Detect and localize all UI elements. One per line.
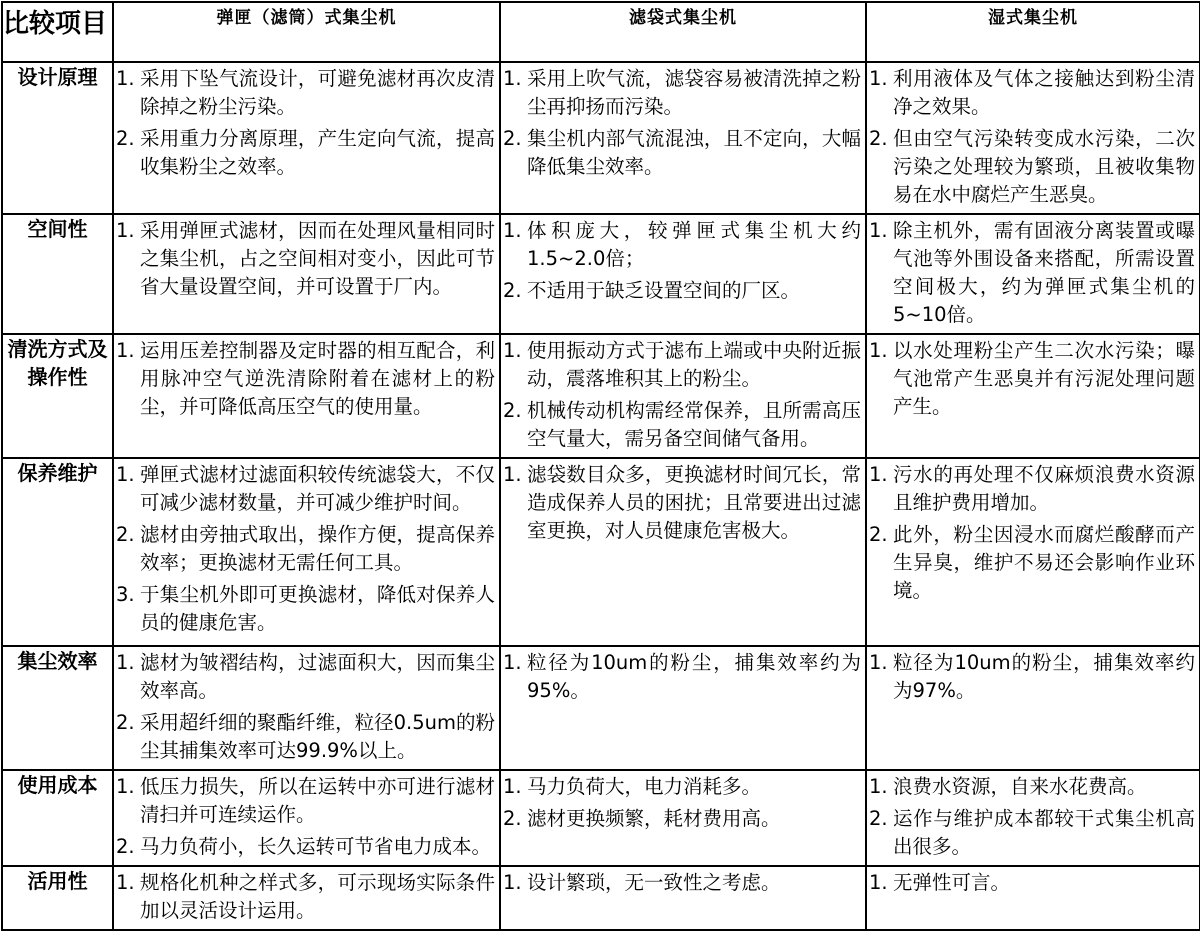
item-number: 2.: [503, 279, 522, 302]
bullet-list: [501, 647, 865, 705]
bullet-list: [114, 647, 499, 765]
table-cell: [113, 62, 500, 214]
bullet-list: [501, 215, 865, 305]
column-header-cartridge: 弹匣（滤筒）式集尘机: [113, 2, 500, 62]
table-cell: [113, 646, 500, 770]
list-item: 1. 采用下坠气流设计，可避免滤材再次皮清除掉之粉尘污染。: [116, 67, 495, 118]
column-header-bag: 滤袋式集尘机: [500, 2, 866, 62]
table-cell: [500, 866, 866, 930]
table-cell: [500, 62, 866, 214]
bullet-list: [501, 335, 865, 453]
table-cell: [113, 458, 500, 646]
item-number: 1.: [116, 463, 135, 486]
bullet-list: [867, 459, 1199, 605]
list-item: 1. 滤材为皱褶结构，过滤面积大，因而集尘效率高。: [116, 651, 495, 702]
list-item: 1. 粒径为10um的粉尘，捕集效率约为97%。: [869, 651, 1195, 702]
item-number: 1.: [116, 339, 135, 362]
list-item: 1. 运用压差控制器及定时器的相互配合，利用脉冲空气逆洗清除附着在滤材上的粉尘，并可降低高压空气的使用量。: [116, 339, 495, 418]
table-cell: [113, 334, 500, 458]
item-number: 2.: [116, 711, 135, 734]
corner-header: 比较项目: [2, 2, 113, 62]
list-item: 2. 此外，粉尘因浸水而腐烂酸酵而产生异臭，维护不易还会影响作业环境。: [869, 523, 1195, 602]
table-cell: [113, 866, 500, 930]
bullet-list: [501, 771, 865, 833]
table-cell: [866, 770, 1200, 866]
bullet-list: [114, 459, 499, 637]
item-number: 3.: [116, 583, 135, 606]
list-item: 1. 采用上吹气流，滤袋容易被清洗掉之粉尘再抑扬而污染。: [503, 67, 861, 118]
table-row: [2, 214, 1200, 334]
bullet-list: [114, 771, 499, 861]
bullet-list: [114, 63, 499, 181]
column-header-wet: 湿式集尘机: [866, 2, 1200, 62]
list-item: 1. 低压力损失，所以在运转中亦可进行滤材清扫并可连续运作。: [116, 775, 495, 826]
bullet-list: [114, 335, 499, 421]
item-number: 1.: [869, 775, 888, 798]
bullet-list: [867, 867, 1199, 897]
bullet-list: [867, 647, 1199, 705]
list-item: 2. 运作与维护成本都较干式集尘机高出很多。: [869, 807, 1195, 858]
item-number: 1.: [116, 871, 135, 894]
list-item: 2. 马力负荷小，长久运转可节省电力成本。: [140, 833, 495, 861]
list-item: 1. 使用振动方式于滤布上端或中央附近振动，震落堆积其上的粉尘。: [503, 339, 861, 390]
item-number: 1.: [869, 651, 888, 674]
table-cell: [500, 334, 866, 458]
list-item: 1. 弹匣式滤材过滤面积较传统滤袋大，不仅可减少滤材数量，并可减少维护时间。: [116, 463, 495, 514]
table-row: [2, 62, 1200, 214]
bullet-list: [867, 63, 1199, 209]
table-cell: [866, 214, 1200, 334]
item-number: 2.: [869, 807, 888, 830]
comparison-table: [1, 1, 1200, 931]
list-item: 2. 集尘机内部气流混浊，且不定向，大幅降低集尘效率。: [503, 127, 861, 178]
item-number: 2.: [503, 399, 522, 422]
row-header: 空间性: [2, 214, 113, 334]
list-item: 2. 滤材由旁抽式取出，操作方便，提高保养效率；更换滤材无需任何工具。: [116, 523, 495, 574]
row-header: 集尘效率: [2, 646, 113, 770]
table-row: [2, 334, 1200, 458]
bullet-list: [501, 459, 865, 545]
table-cell: [866, 62, 1200, 214]
item-number: 2.: [116, 835, 135, 858]
item-number: 1.: [869, 67, 888, 90]
item-number: 1.: [869, 219, 888, 242]
row-header: 活用性: [2, 866, 113, 930]
item-number: 1.: [116, 219, 135, 242]
bullet-list: [114, 867, 499, 925]
row-header: 设计原理: [2, 62, 113, 214]
table-cell: [113, 214, 500, 334]
list-item: 2. 采用重力分离原理，产生定向气流，提高收集粉尘之效率。: [116, 127, 495, 178]
bullet-list: [867, 335, 1199, 421]
item-number: 1.: [503, 871, 522, 894]
item-number: 2.: [869, 523, 888, 546]
table-cell: [113, 770, 500, 866]
item-number: 1.: [116, 775, 135, 798]
bullet-list: [501, 867, 865, 897]
list-item: 1. 体积庞大，较弹匣式集尘机大约1.5~2.0倍；: [503, 219, 861, 270]
list-item: 1. 设计繁琐，无一致性之考虑。: [527, 869, 861, 897]
item-number: 1.: [869, 463, 888, 486]
table-cell: [866, 334, 1200, 458]
bullet-list: [114, 215, 499, 301]
list-item: 1. 马力负荷大，电力消耗多。: [527, 773, 861, 801]
list-item: 1. 滤袋数目众多，更换滤材时间冗长，常造成保养人员的困扰；且常要进出过滤室更换，对人员健康危害极大。: [503, 463, 861, 542]
item-number: 1.: [503, 463, 522, 486]
item-number: 2.: [116, 523, 135, 546]
table-cell: [866, 458, 1200, 646]
list-item: 1. 以水处理粉尘产生二次水污染；曝气池常产生恶臭并有污泥处理问题产生。: [869, 339, 1195, 418]
list-item: 1. 规格化机种之样式多，可示现场实际条件加以灵活设计运用。: [116, 871, 495, 922]
table-cell: [866, 646, 1200, 770]
table-row: [2, 646, 1200, 770]
item-number: 1.: [869, 339, 888, 362]
list-item: 1. 采用弹匣式滤材，因而在处理风量相同时之集尘机，占之空间相对变小，因此可节省大量设置空间，并可设置于厂内。: [116, 219, 495, 298]
bullet-list: [867, 215, 1199, 329]
table-row: [2, 866, 1200, 930]
table-row: [2, 770, 1200, 866]
item-number: 1.: [503, 67, 522, 90]
item-number: 1.: [503, 219, 522, 242]
list-item: 1. 无弹性可言。: [893, 869, 1195, 897]
table-cell: [500, 770, 866, 866]
item-number: 2.: [116, 127, 135, 150]
item-number: 2.: [503, 127, 522, 150]
item-number: 1.: [503, 775, 522, 798]
item-number: 1.: [503, 339, 522, 362]
row-header: 清洗方式及操作性: [2, 334, 113, 458]
item-number: 1.: [116, 651, 135, 674]
list-item: 1. 除主机外，需有固液分离装置或曝气池等外围设备来搭配，所需设置空间极大，约为弹匣式集尘机的5~10倍。: [869, 219, 1195, 326]
table-row: [2, 458, 1200, 646]
list-item: 2. 机械传动机构需经常保养，且所需高压空气量大，需另备空间储气备用。: [503, 399, 861, 450]
bullet-list: [501, 63, 865, 181]
list-item: 1. 利用液体及气体之接触达到粉尘清净之效果。: [869, 67, 1195, 118]
list-item: 1. 浪费水资源，自来水花费高。: [893, 773, 1195, 801]
item-number: 2.: [503, 807, 522, 830]
table-cell: [500, 214, 866, 334]
bullet-list: [867, 771, 1199, 861]
table-cell: [866, 866, 1200, 930]
table-cell: [500, 646, 866, 770]
header-row: [2, 2, 1200, 62]
list-item: 3. 于集尘机外即可更换滤材，降低对保养人员的健康危害。: [116, 583, 495, 634]
list-item: 2. 不适用于缺乏设置空间的厂区。: [527, 277, 861, 305]
item-number: 1.: [869, 871, 888, 894]
list-item: 2. 采用超纤细的聚酯纤维，粒径0.5um的粉尘其捕集效率可达99.9%以上。: [116, 711, 495, 762]
list-item: 2. 滤材更换频繁，耗材费用高。: [527, 805, 861, 833]
item-number: 1.: [116, 67, 135, 90]
list-item: 1. 粒径为10um的粉尘，捕集效率约为95%。: [503, 651, 861, 702]
list-item: 2. 但由空气污染转变成水污染，二次污染之处理较为繁琐，且被收集物易在水中腐烂产生恶臭。: [869, 127, 1195, 206]
item-number: 2.: [869, 127, 888, 150]
list-item: 1. 污水的再处理不仅麻烦浪费水资源且维护费用增加。: [869, 463, 1195, 514]
row-header: 使用成本: [2, 770, 113, 866]
table-cell: [500, 458, 866, 646]
row-header: 保养维护: [2, 458, 113, 646]
item-number: 1.: [503, 651, 522, 674]
